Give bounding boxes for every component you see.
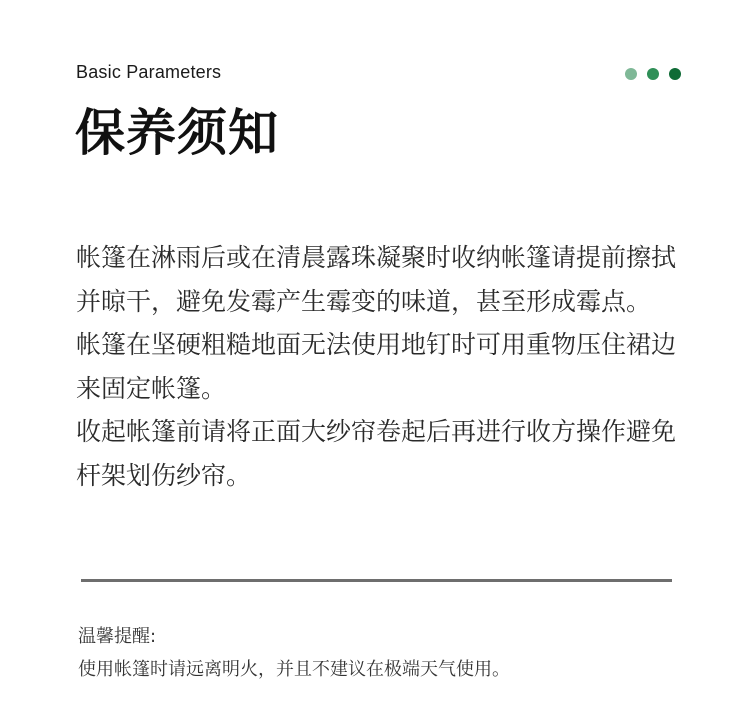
- instruction-paragraph: 帐篷在坚硬粗糙地面无法使用地钉时可用重物压住裙边来固定帐篷。: [76, 330, 677, 403]
- dot-light: [625, 68, 637, 80]
- reminder-label: 温馨提醒:: [78, 626, 157, 647]
- decorative-dots: [625, 68, 681, 80]
- reminder-text: 使用帐篷时请远离明火，并且不建议在极端天气使用。: [78, 659, 510, 680]
- instruction-paragraph: 帐篷在淋雨后或在清晨露珠凝聚时收纳帐篷请提前擦拭并晾干，避免发霉产生霉变的味道，甚至形成霉点。: [76, 243, 677, 316]
- dot-medium: [647, 68, 659, 80]
- divider: [81, 579, 672, 582]
- page-title: 保养须知: [75, 104, 279, 162]
- care-instructions: [76, 236, 676, 497]
- instruction-paragraph: 收起帐篷前请将正面大纱帘卷起后再进行收方操作避免杆架划伤纱帘。: [76, 417, 677, 490]
- section-subtitle: Basic Parameters: [76, 62, 222, 82]
- dot-dark: [669, 68, 681, 80]
